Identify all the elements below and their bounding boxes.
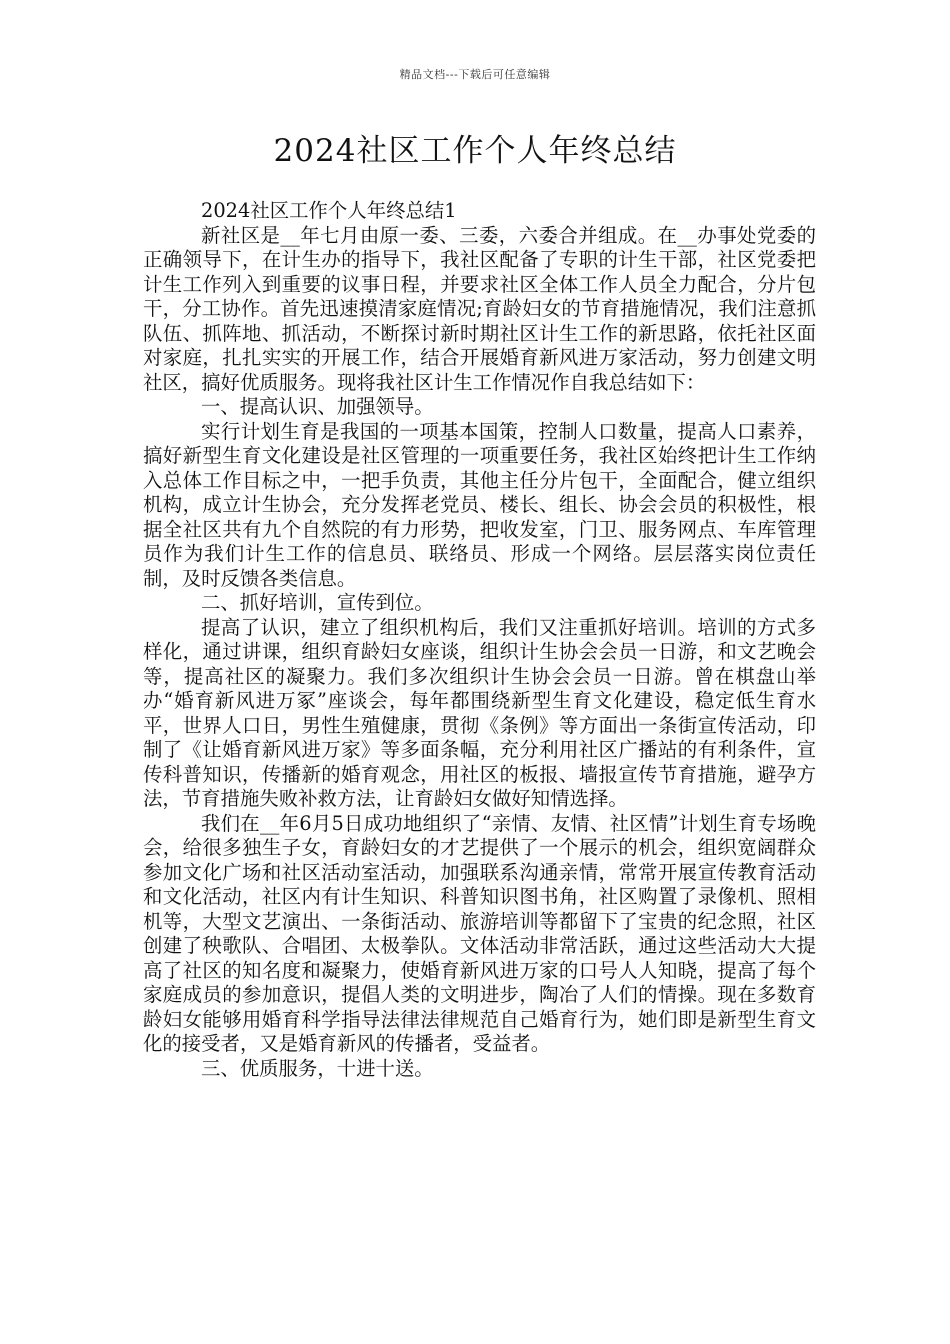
section-heading-3: 三、优质服务，十进十送。 [201,1056,434,1080]
document-title: 2024社区工作个人年终总结 [273,133,677,169]
body-paragraph: 提高了认识，建立了组织机构后，我们又注重抓好培训。培训的方式多样化，通过讲课，组织育龄妇女座谈，组织计生协会会员一日游，和文艺晚会等，提高社区的凝聚力。我们多次组织计生协会会员一日游。曾在棋盘山举办“婚育新风进万冢”座谈会，每年都围绕新型生育文化建设，稳定低生育水平，世界人口日，男性生殖健康，贯彻《条例》等方面出一条街宣传活动，印制了《让婚育新风进万家》等多面条幅，充分利用社区广播站的有利条件，宣传科普知识，传播新的婚育观念，用社区的板报、墙报宣传节育措施，避孕方法，节育措施失败补救方法，让育龄妇女做好知情选择。 [143,615,816,810]
document-body [143,199,816,1081]
body-paragraph: 实行计划生育是我国的一项基本国策，控制人口数量，提高人口素养，搞好新型生育文化建设是社区管理的一项重要任务，我社区始终把计生工作纳入总体工作目标之中，一把手负责，其他主任分片包干，全面配合，健立组织机构，成立计生协会，充分发挥老党员、楼长、组长、协会会员的积极性，根据全社区共有九个自然院的有力形势，把收发室，门卫、服务网点、车库管理员作为我们计生工作的信息员、联络员、形成一个网络。层层落实岗位责任制，及时反馈各类信息。 [143,419,816,590]
section-heading-2: 二、抓好培训，宣传到位。 [201,591,434,614]
document-header-note: 精品文档---下载后可任意编辑 [399,68,551,81]
section-heading-1: 一、提高认识、加强领导。 [201,395,434,418]
intro-paragraph: 新社区是__年七月由原一委、三委，六委合并组成。在__办事处党委的正确领导下，在计生办的指导下，我社区配备了专职的计生干部，社区党委把计生工作列入到重要的议事日程，并要求社区全体工作人员全力配合，分片包干，分工协作。首先迅速摸清家庭情况;育龄妇女的节育措施情况，我们注意抓队伍、抓阵地、抓活动，不断探讨新时期社区计生工作的新思路，依托社区面对家庭，扎扎实实的开展工作，结合开展婚育新风进万家活动，努力创建文明社区，搞好优质服务。现将我社区计生工作情况作自我总结如下： [143,223,816,394]
body-paragraph: 我们在__年6月5日成功地组织了“亲情、友情、社区情”计划生育专场晚会，给很多独生子女，育龄妇女的才艺提供了一个展示的机会，组织宽阔群众参加文化广场和社区活动室活动，加强联系沟通亲情，常常开展宣传教育活动和文化活动，社区内有计生知识、科普知识图书角，社区购置了录像机、照相机等，大型文艺演出、一条街活动、旅游培训等都留下了宝贵的纪念照，社区创建了秧歌队、合唱团、太极拳队。文体活动非常活跃，通过这些活动大大提高了社区的知名度和凝聚力，使婚育新风进万家的口号人人知晓，提高了每个家庭成员的参加意识，提倡人类的文明进步，陶冶了人们的情操。现在多数育龄妇女能够用婚育科学指导法律法律规范自己婚育行为，她们即是新型生育文化的接受者，又是婚育新风的传播者，受益者。 [143,811,816,1055]
subtitle-paragraph: 2024社区工作个人年终总结1 [201,199,457,222]
